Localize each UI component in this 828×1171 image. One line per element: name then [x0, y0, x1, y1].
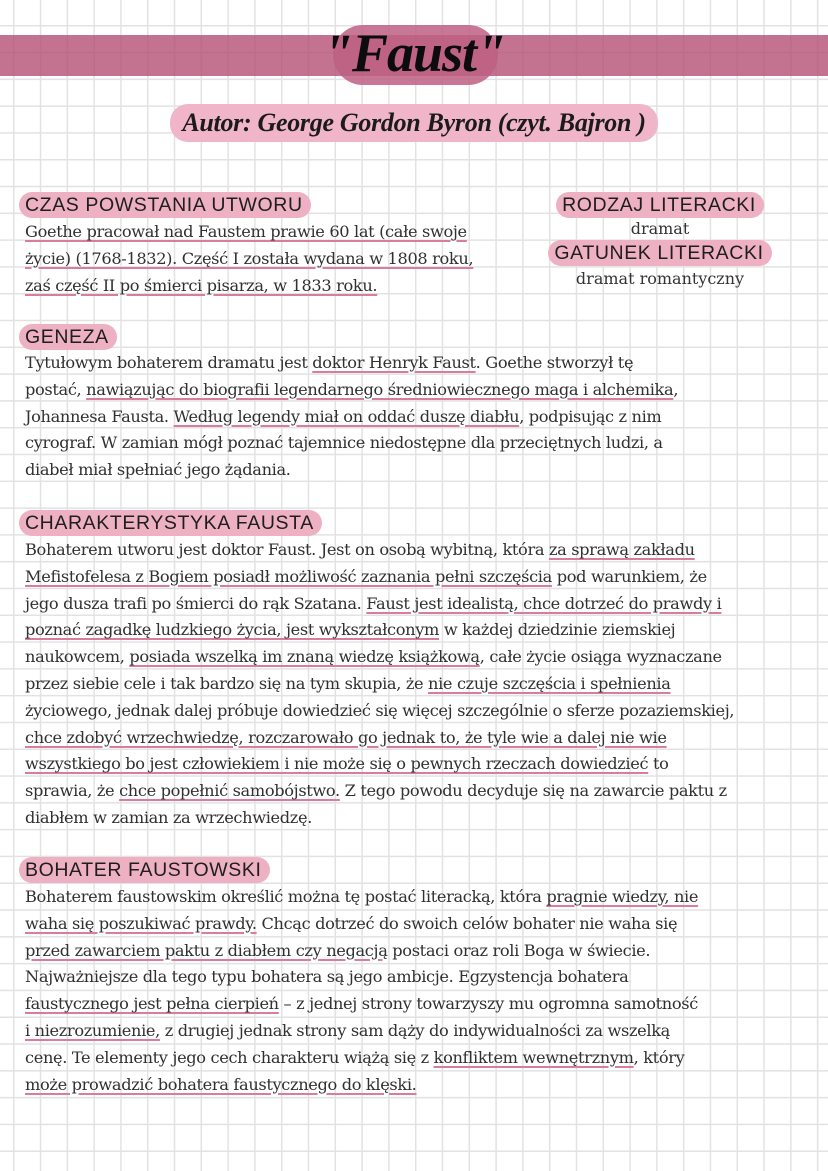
text-line: sprawia, że chce popełnić samobójstwo. Z tego powodu decyduje się na zawarcie paktu z — [25, 781, 727, 801]
bohater-paragraph — [25, 884, 698, 1098]
text-line: Johannesa Fausta. Według legendy miał on oddać duszę diabłu, podpisując z nim — [25, 406, 662, 426]
gatunek-value: dramat romantyczny — [575, 269, 745, 288]
text-line: przez siebie cele i tak bardzo się na tym skupia, że nie czuje szczęścia i spełnienia — [25, 673, 671, 693]
text-line: przed zawarciem paktu z diabłem czy negacją postaci oraz roli Boga w świecie. — [25, 940, 651, 960]
text-line: zaś część II po śmierci pisarza, w 1833 roku. — [25, 275, 378, 295]
text-line: poznać zagadkę ludzkiego życia, jest wykształconym w każdej dziedzinie ziemskiej — [25, 620, 676, 640]
heading-czas-powstania: CZAS POWSTANIA UTWORU — [19, 192, 311, 218]
heading-gatunek-literacki: GATUNEK LITERACKI — [548, 240, 771, 266]
text-line: faustycznego jest pełna cierpień – z jednej strony towarzyszy mu ogromna samotność — [25, 994, 698, 1014]
text-line: Goethe pracował nad Faustem prawie 60 lat (całe swoje — [25, 222, 467, 241]
rodzaj-value: dramat — [630, 219, 690, 238]
page-title: "Faust" — [322, 23, 506, 83]
text-line: naukowcem, posiada wszelką im znaną wiedzę książkową, całe życie osiąga wyznaczane — [25, 647, 722, 667]
text-line: Bohaterem faustowskim określić można tę postać literacką, która pragnie wiedzy, nie — [25, 887, 699, 906]
text-line: postać, nawiązując do biografii legendarnego średniowiecznego maga i alchemika, — [25, 379, 679, 399]
heading-rodzaj-literacki: RODZAJ LITERACKI — [556, 192, 764, 218]
text-line: cyrograf. W zamian mógł poznać tajemnice niedostępne dla przeciętnych ludzi, a — [25, 433, 663, 453]
czas-paragraph — [25, 219, 473, 299]
text-line: diabłem w zamian za wrzechwiedzę. — [25, 807, 313, 827]
text-line: wszystkiego bo jest człowiekiem i nie może się o pewnych rzeczach dowiedzieć to — [25, 754, 669, 774]
text-line: waha się poszukiwać prawdy. Chcąc dotrzeć do swoich celów bohater nie waha się — [25, 913, 678, 933]
heading-geneza: GENEZA — [19, 324, 117, 350]
text-line: Mefistofelesa z Bogiem posiadł możliwość zaznania pełni szczęścia pod warunkiem, że — [25, 566, 707, 586]
text-line: i niezrozumienie, z drugiej jednak strony sam dąży do indywidualności za wszelką — [25, 1020, 670, 1040]
text-line: życie) (1768-1832). Część I została wydana w 1808 roku, — [25, 248, 474, 268]
heading-charakterystyka-fausta: CHARAKTERYSTYKA FAUSTA — [19, 510, 322, 536]
rodzaj-gatunek-block — [540, 192, 780, 290]
text-line: diabeł miał spełniać jego żądania. — [25, 460, 291, 480]
text-line: chce zdobyć wrzechwiedzę, rozczarowało go jednak to, że tyle wie a dalej nie wie — [25, 727, 667, 747]
text-line: Bohaterem utworu jest doktor Faust. Jest on osobą wybitną, która za sprawą zakładu — [25, 540, 695, 559]
charakterystyka-paragraph — [25, 537, 734, 832]
text-line: Tytułowym bohaterem dramatu jest doktor Henryk Faust. Goethe stworzył tę — [25, 353, 634, 372]
text-line: jego dusza trafi po śmierci do rąk Szatana. Faust jest idealistą, chce dotrzeć do prawdy i — [25, 593, 722, 613]
author-line: Autor: George Gordon Byron (czyt. Bajron ) — [170, 104, 657, 142]
text-line: cenę. Te elementy jego cech charakteru wiążą się z konfliktem wewnętrznym, który — [25, 1047, 685, 1067]
text-line: Najważniejsze dla tego typu bohatera są jego ambicje. Egzystencja bohatera — [25, 967, 629, 987]
text-line: może prowadzić bohatera faustycznego do klęski. — [25, 1074, 417, 1094]
heading-bohater-faustowski: BOHATER FAUSTOWSKI — [19, 857, 270, 883]
text-line: życiowego, jednak dalej próbuje dowiedzieć się więcej szczególnie o sferze pozaziemskiej, — [25, 700, 735, 720]
geneza-paragraph — [25, 350, 678, 484]
